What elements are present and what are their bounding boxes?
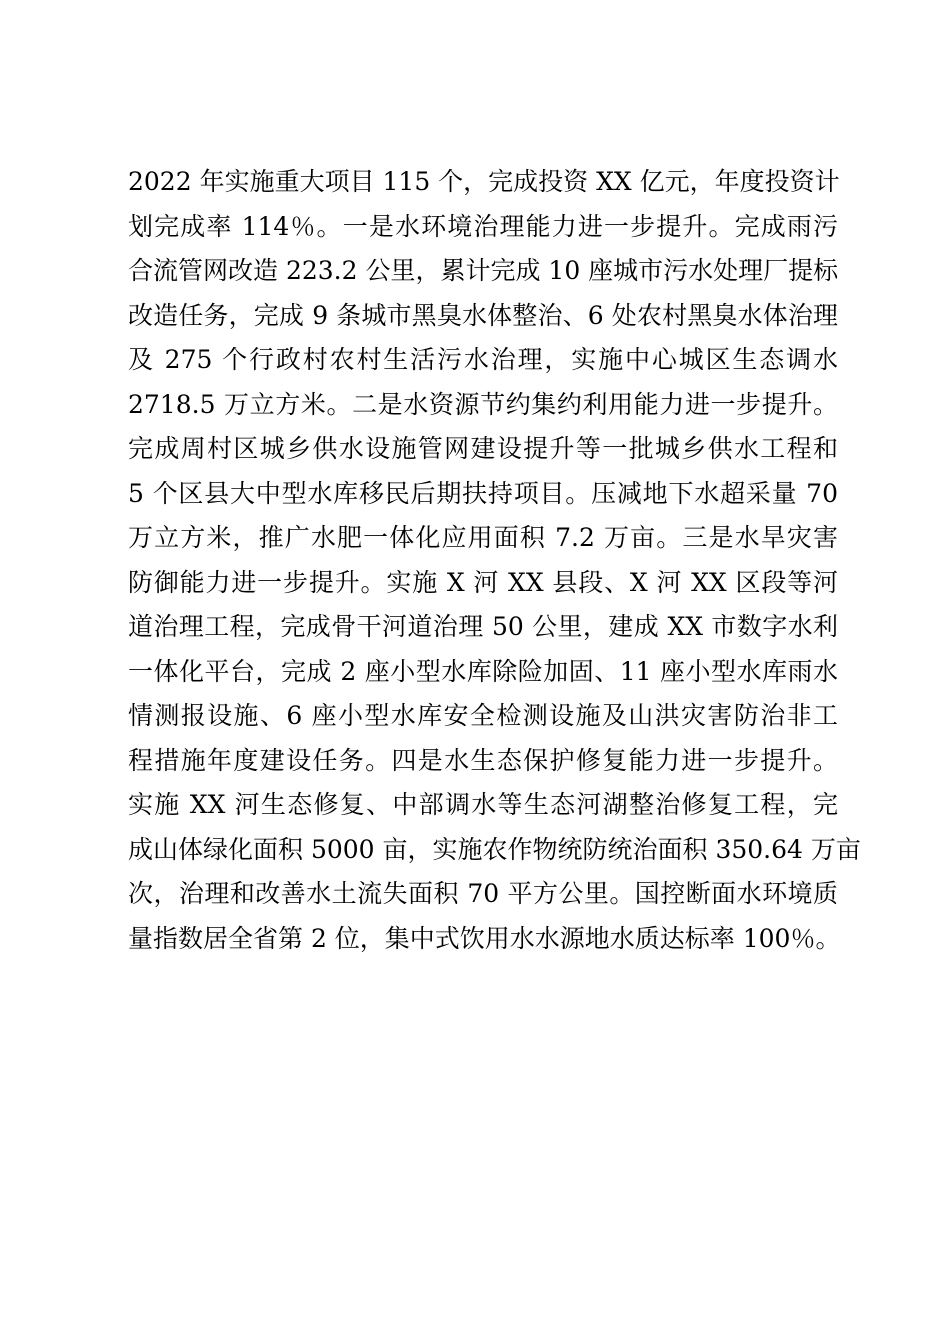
text-line: 万立方米，推广水肥一体化应用面积 7.2 万亩。三是水旱灾害 bbox=[128, 523, 838, 552]
text-line: 情测报设施、6 座小型水库安全检测设施及山洪灾害防治非工 bbox=[128, 701, 838, 730]
text-line: 防御能力进一步提升。实施 X 河 XX 县段、X 河 XX 区段等河 bbox=[128, 567, 838, 597]
text-line: 成山体绿化面积 5000 亩，实施农作物统防统治面积 350.64 万亩 bbox=[128, 834, 861, 864]
text-line: 5 个区县大中型水库移民后期扶持项目。压减地下水超采量 70 bbox=[128, 478, 838, 508]
text-line: 合流管网改造 223.2 公里，累计完成 10 座城市污水处理厂提标 bbox=[128, 256, 839, 285]
text-line: 及 275 个行政村农村生活污水治理，实施中心城区生态调水 bbox=[128, 345, 838, 374]
text-line: 量指数居全省第 2 位，集中式饮用水水源地水质达标率 100％。 bbox=[128, 923, 841, 953]
text-line: 道治理工程，完成骨干河道治理 50 公里，建成 XX 市数字水利 bbox=[128, 612, 838, 641]
text-line: 实施 XX 河生态修复、中部调水等生态河湖整治修复工程，完 bbox=[128, 790, 838, 819]
text-line: 划完成率 114％。一是水环境治理能力进一步提升。完成雨污 bbox=[128, 211, 838, 241]
body-paragraph bbox=[128, 160, 861, 961]
text-line: 次，治理和改善水土流失面积 70 平方公里。国控断面水环境质 bbox=[128, 879, 838, 908]
text-line: 2718.5 万立方米。二是水资源节约集约利用能力进一步提升。 bbox=[128, 389, 838, 419]
text-line: 完成周村区城乡供水设施管网建设提升等一批城乡供水工程和 bbox=[128, 434, 838, 463]
text-line: 2022 年实施重大项目 115 个，完成投资 XX 亿元，年度投资计 bbox=[128, 167, 840, 196]
text-line: 一体化平台，完成 2 座小型水库除险加固、11 座小型水库雨水 bbox=[128, 656, 838, 686]
text-line: 改造任务，完成 9 条城市黑臭水体整治、6 处农村黑臭水体治理 bbox=[128, 300, 838, 330]
text-line: 程措施年度建设任务。四是水生态保护修复能力进一步提升。 bbox=[128, 745, 838, 775]
